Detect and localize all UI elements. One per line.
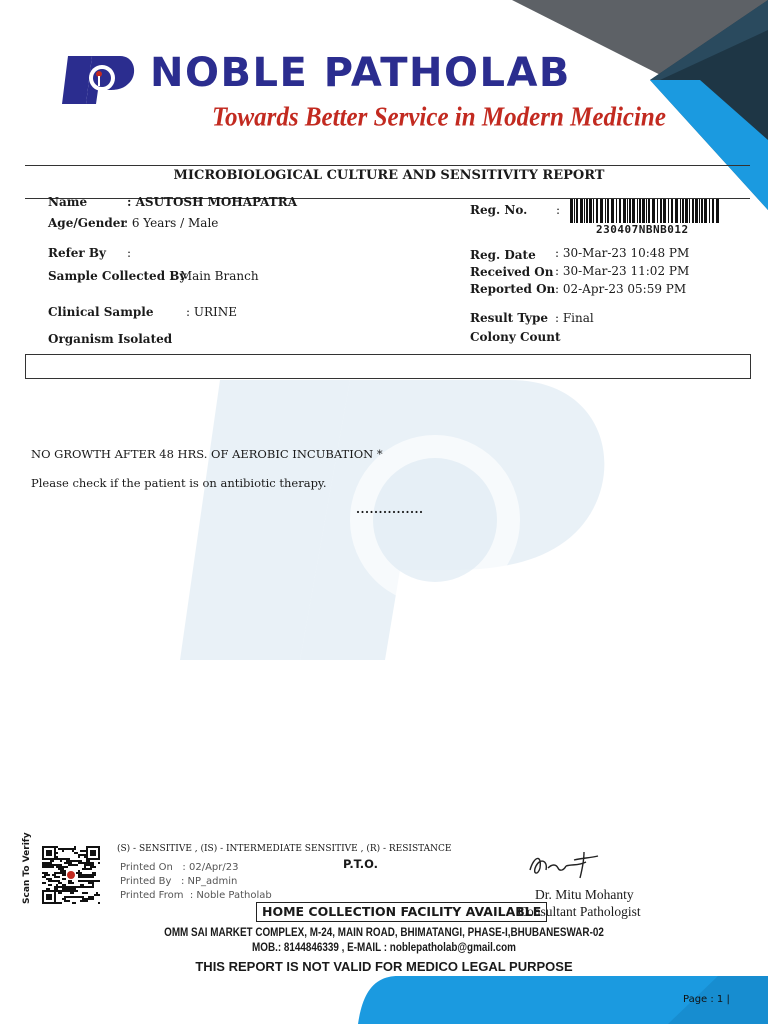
refer-by-value: :: [127, 246, 132, 260]
brand-name: NOBLE PATHOLAB: [150, 50, 571, 96]
finding-line-2: Please check if the patient is on antibiotic therapy.: [31, 476, 327, 490]
reg-no-colon: :: [556, 203, 561, 217]
doctor-title: Consultant Pathologist: [518, 904, 641, 919]
brand-tagline: Towards Better Service in Modern Medicine: [212, 102, 666, 133]
lab-contact: MOB.: 8144846339 , E-MAIL : noblepatholab@gmail.com: [252, 942, 516, 954]
np-watermark-icon: [180, 370, 630, 670]
reported-on-value: : 02-Apr-23 05:59 PM: [555, 282, 687, 296]
printed-by: Printed By : NP_admin: [120, 876, 238, 887]
name-label: Name: [48, 195, 88, 209]
clinical-sample-value: : URINE: [186, 305, 238, 319]
end-dots: ...............: [356, 502, 424, 516]
signature-icon: [526, 846, 602, 882]
reported-on-label: Reported On: [470, 282, 556, 296]
home-collection-badge: HOME COLLECTION FACILITY AVAILABLE: [256, 902, 547, 922]
divider-top: [25, 165, 750, 166]
report-title: MICROBIOLOGICAL CULTURE AND SENSITIVITY REPORT: [173, 168, 605, 183]
barcode-icon: [570, 199, 722, 223]
reg-no-value: 230407NBNB012: [596, 223, 689, 236]
reg-date-value: : 30-Mar-23 10:48 PM: [555, 246, 690, 260]
finding-line-1: NO GROWTH AFTER 48 HRS. OF AEROBIC INCUBATION *: [31, 447, 383, 461]
scan-to-verify-label: Scan To Verify: [22, 832, 32, 904]
organism-isolated-label: Organism Isolated: [48, 332, 173, 346]
printed-from: Printed From : Noble Patholab: [120, 890, 272, 901]
result-type-value: : Final: [555, 311, 594, 325]
result-type-label: Result Type: [470, 311, 548, 325]
page-number: Page : 1 |: [683, 994, 730, 1005]
received-on-label: Received On: [470, 265, 554, 279]
sample-collected-label: Sample Collected By: [48, 269, 187, 283]
qr-code-icon: [42, 846, 100, 904]
pto-label: P.T.O.: [343, 857, 379, 871]
reg-no-label: Reg. No.: [470, 203, 528, 217]
age-gender-value: : 6 Years / Male: [124, 216, 219, 230]
sensitivity-legend: (S) - SENSITIVE , (IS) - INTERMEDIATE SENSITIVE , (R) - RESISTANCE: [117, 844, 452, 854]
name-value: : ASUTOSH MOHAPATRA: [127, 195, 298, 209]
empty-result-box: [25, 354, 751, 379]
reg-date-label: Reg. Date: [470, 248, 536, 262]
clinical-sample-label: Clinical Sample: [48, 305, 154, 319]
sample-collected-value: : Main Branch: [172, 269, 259, 283]
lab-address: OMM SAI MARKET COMPLEX, M-24, MAIN ROAD, BHIMATANGI, PHASE-I,BHUBANESWAR-02: [164, 927, 604, 939]
doctor-name: Dr. Mitu Mohanty: [535, 887, 634, 902]
np-logo-icon: [58, 52, 138, 108]
printed-on: Printed On : 02/Apr/23: [120, 862, 239, 873]
refer-by-label: Refer By: [48, 246, 107, 260]
legal-disclaimer: THIS REPORT IS NOT VALID FOR MEDICO LEGAL PURPOSE: [195, 959, 573, 974]
age-gender-label: Age/Gender: [48, 216, 127, 230]
received-on-value: : 30-Mar-23 11:02 PM: [555, 264, 690, 278]
colony-count-label: Colony Count: [470, 330, 561, 344]
